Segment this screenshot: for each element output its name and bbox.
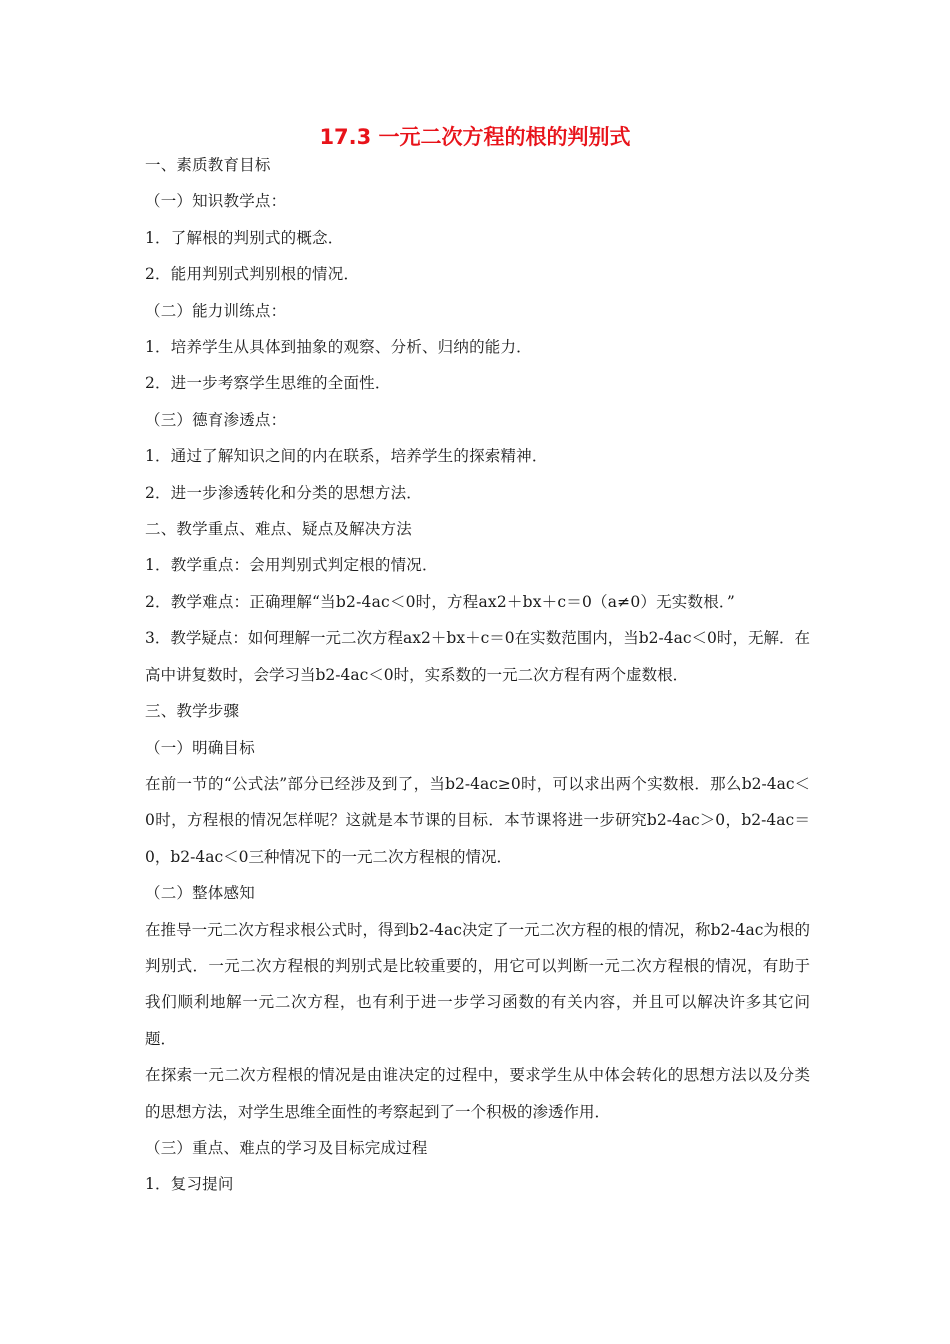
list-item: 2．能用判别式判别根的情况． — [145, 265, 360, 284]
subsection-heading: （二）整体感知 — [145, 884, 255, 903]
paragraph: 在推导一元二次方程求根公式时，得到b2-4ac决定了一元二次方程的根的情况，称b2-4ac为根的判别式．一元二次方程根的判别式是比较重要的，用它可以判断一元二次方程根的情况，有助于我们顺利地解一元二次方程，也有利于进一步学习函数的有关内容，并且可以解决许多其它问题． — [145, 920, 810, 1048]
list-item: 3．教学疑点：如何理解一元二次方程ax2＋bx＋c＝0在实数范围内，当b2-4ac＜0时，无解．在高中讲复数时，会学习当b2-4ac＜0时，实系数的一元二次方程有两个虚数根． — [145, 629, 810, 684]
subsection-heading: （一）明确目标 — [145, 738, 255, 757]
document-body — [145, 147, 810, 1203]
list-item: 2．进一步考察学生思维的全面性． — [145, 374, 391, 393]
list-item: 1．教学重点：会用判别式判定根的情况． — [145, 556, 438, 575]
paragraph: 在探索一元二次方程根的情况是由谁决定的过程中，要求学生从中体会转化的思想方法以及分类的思想方法，对学生思维全面性的考察起到了一个积极的渗透作用． — [145, 1066, 810, 1121]
list-item: 1．复习提问 — [145, 1175, 234, 1194]
paragraph: 在前一节的“公式法”部分已经涉及到了，当b2-4ac≥0时，可以求出两个实数根．那么b2-4ac＜0时，方程根的情况怎样呢？这就是本节课的目标．本节课将进一步研究b2-4ac＞0，b2-4ac＝0，b2-4ac＜0三种情况下的一元二次方程根的情况． — [145, 774, 810, 866]
section-heading: 一、素质教育目标 — [145, 156, 271, 174]
list-item: 1．培养学生从具体到抽象的观察、分析、归纳的能力． — [145, 338, 532, 357]
subsection-heading: （三）重点、难点的学习及目标完成过程 — [145, 1138, 428, 1157]
subsection-heading: （一）知识教学点： — [145, 192, 287, 211]
list-item: 1．了解根的判别式的概念． — [145, 228, 344, 247]
section-heading: 三、教学步骤 — [145, 702, 240, 721]
subsection-heading: （三）德育渗透点： — [145, 410, 287, 429]
subsection-heading: （二）能力训练点： — [145, 301, 287, 320]
list-item: 1．通过了解知识之间的内在联系，培养学生的探索精神． — [145, 447, 548, 466]
list-item: 2．教学难点：正确理解“当b2-4ac＜0时，方程ax2＋bx＋c＝0（a≠0）无实数根．” — [145, 592, 735, 611]
document-title: 17.3 一元二次方程的根的判别式 — [319, 125, 631, 149]
section-heading: 二、教学重点、难点、疑点及解决方法 — [145, 520, 412, 539]
list-item: 2．进一步渗透转化和分类的思想方法． — [145, 483, 422, 502]
